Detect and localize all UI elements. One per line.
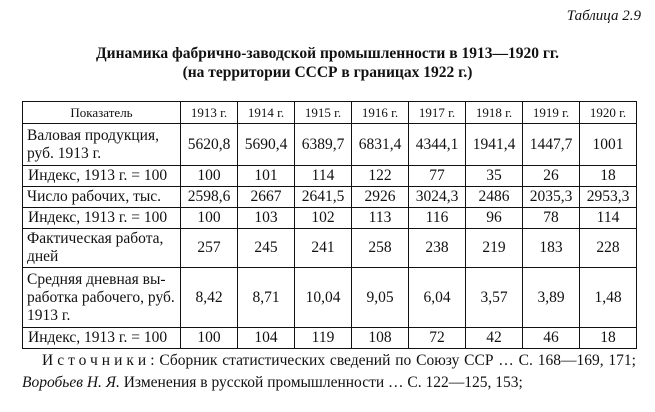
table-number: Таблица 2.9 — [566, 8, 641, 24]
table-cell: 219 — [466, 229, 523, 268]
table-cell: 8,71 — [238, 268, 295, 328]
table-cell: 2598,6 — [181, 187, 238, 208]
row-label: Индекс, 1913 г. = 100 — [23, 328, 181, 349]
table-cell: 258 — [352, 229, 409, 268]
table-row — [23, 124, 637, 166]
table-cell: 114 — [295, 166, 352, 187]
source-author: Воробьев Н. Я. — [22, 374, 120, 391]
table-cell: 122 — [352, 166, 409, 187]
table-cell: 77 — [409, 166, 466, 187]
row-label: Индекс, 1913 г. = 100 — [23, 208, 181, 229]
table-cell: 2667 — [238, 187, 295, 208]
source-text-2: Изменения в русской промышленности … С. 122—125, 153; — [119, 374, 523, 391]
table-cell: 238 — [409, 229, 466, 268]
table-cell: 72 — [409, 328, 466, 349]
table-row — [23, 268, 637, 328]
table-cell: 100 — [181, 328, 238, 349]
row-label: Число рабочих, тыс. — [23, 187, 181, 208]
table-cell: 2953,3 — [580, 187, 637, 208]
table-cell: 2926 — [352, 187, 409, 208]
table-cell: 119 — [295, 328, 352, 349]
statistics-table — [22, 101, 637, 349]
table-cell: 1,48 — [580, 268, 637, 328]
table-cell: 241 — [295, 229, 352, 268]
table-cell: 1447,7 — [523, 124, 580, 166]
table-cell: 9,05 — [352, 268, 409, 328]
table-cell: 3,89 — [523, 268, 580, 328]
table-cell: 78 — [523, 208, 580, 229]
table-cell: 113 — [352, 208, 409, 229]
header-year: 1916 г. — [352, 102, 409, 124]
table-cell: 100 — [181, 166, 238, 187]
table-cell: 103 — [238, 208, 295, 229]
table-cell: 5690,4 — [238, 124, 295, 166]
source-note — [22, 350, 636, 394]
table-row — [23, 166, 637, 187]
table-row — [23, 208, 637, 229]
table-cell: 8,42 — [181, 268, 238, 328]
table-cell: 18 — [580, 166, 637, 187]
header-year: 1914 г. — [238, 102, 295, 124]
table-cell: 257 — [181, 229, 238, 268]
table-row — [23, 229, 637, 268]
table-cell: 108 — [352, 328, 409, 349]
table-cell: 6389,7 — [295, 124, 352, 166]
table-cell: 228 — [580, 229, 637, 268]
row-label: Средняя дневная вы-работка рабочего, руб. 1913 г. — [23, 268, 181, 328]
header-year: 1918 г. — [466, 102, 523, 124]
table-cell: 6,04 — [409, 268, 466, 328]
table-cell: 26 — [523, 166, 580, 187]
table-cell: 104 — [238, 328, 295, 349]
table-cell: 1941,4 — [466, 124, 523, 166]
table-row — [23, 328, 637, 349]
row-label: Индекс, 1913 г. = 100 — [23, 166, 181, 187]
row-label: Фактическая работа, дней — [23, 229, 181, 268]
header-row — [23, 102, 637, 124]
table-cell: 4344,1 — [409, 124, 466, 166]
table-cell: 2035,3 — [523, 187, 580, 208]
source-lead: Источники — [42, 352, 151, 369]
table-cell: 3024,3 — [409, 187, 466, 208]
table-title — [0, 44, 655, 82]
table-cell: 116 — [409, 208, 466, 229]
table-cell: 10,04 — [295, 268, 352, 328]
source-text-1: : Сборник статистических сведений по Союзу ССР … С. 168—169, 171; — [150, 352, 636, 369]
table-cell: 101 — [238, 166, 295, 187]
title-line-1: Динамика фабрично-заводской промышленности в 1913—1920 гг. — [95, 45, 560, 62]
table-cell: 183 — [523, 229, 580, 268]
table-cell: 42 — [466, 328, 523, 349]
table-cell: 245 — [238, 229, 295, 268]
table-cell: 100 — [181, 208, 238, 229]
header-indicator: Показатель — [23, 102, 181, 124]
table-cell: 102 — [295, 208, 352, 229]
row-label: Валовая продукция, руб. 1913 г. — [23, 124, 181, 166]
table-cell: 1001 — [580, 124, 637, 166]
table-cell: 5620,8 — [181, 124, 238, 166]
table-cell: 6831,4 — [352, 124, 409, 166]
header-year: 1920 г. — [580, 102, 637, 124]
table-cell: 35 — [466, 166, 523, 187]
table-cell: 3,57 — [466, 268, 523, 328]
header-year: 1913 г. — [181, 102, 238, 124]
header-year: 1915 г. — [295, 102, 352, 124]
table-cell: 114 — [580, 208, 637, 229]
table-cell: 46 — [523, 328, 580, 349]
table-cell: 18 — [580, 328, 637, 349]
table-row — [23, 187, 637, 208]
title-line-2: (на территории СССР в границах 1922 г.) — [182, 64, 473, 81]
header-year: 1919 г. — [523, 102, 580, 124]
header-year: 1917 г. — [409, 102, 466, 124]
table-cell: 96 — [466, 208, 523, 229]
table-cell: 2641,5 — [295, 187, 352, 208]
table-cell: 2486 — [466, 187, 523, 208]
